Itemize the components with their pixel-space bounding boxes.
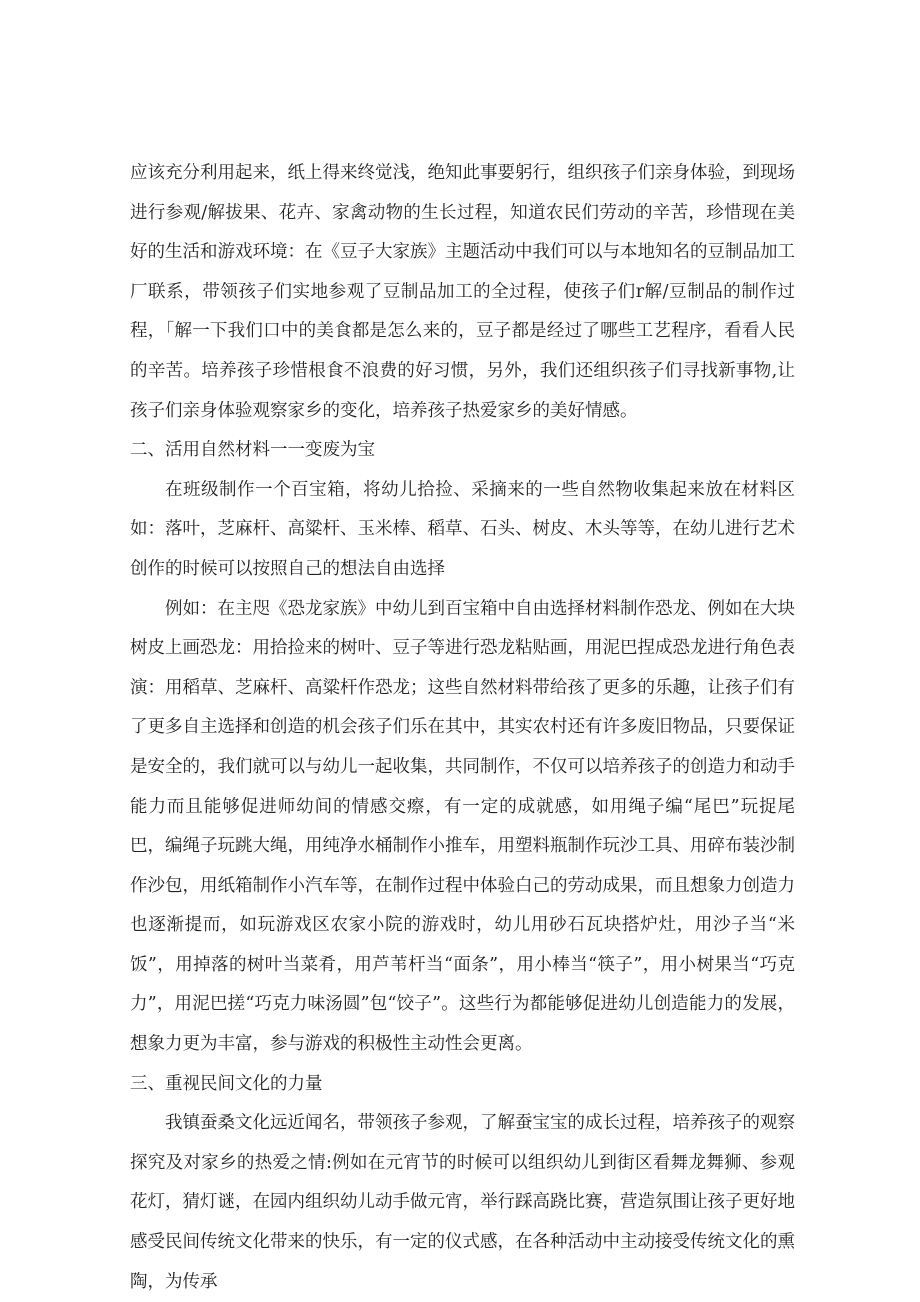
paragraph-dinosaur-example: 例如：在主咫《恐龙家族》中幼儿到百宝箱中自由选择材料制作恐龙、例如在大块树皮上画恐龙：用拾捡来的树叶、豆子等进行恐龙粘贴画，用泥巴捏成恐龙进行角色表演：用稻草、芝麻杆、高粱杆作恐龙；这些自然材料带给孩了更多的乐趣，让孩子们有了更多自主选择和创造的机会孩子们乐在其中，其实农村还有许多废旧物品，只要保证是安全的，我们就可以与幼儿一起收集，共同制作，不仅可以培养孩子的创造力和动手能力而且能够促进师幼间的情感交瘵，有一定的成就感，如用绳子编“尾巴”玩捉尾巴，编绳子玩跳大绳，用纯净水桶制作小推车，用塑料瓶制作玩沙工具、用碎布装沙制作沙包，用纸箱制作小汽车等，在制作过程中体验白己的劳动成果，而且想象力创造力也逐渐提而，如玩游戏区农家小院的游戏时，幼儿用砂石瓦块搭炉灶，用沙子当“米饭”，用掉落的树叶当菜肴，用芦苇杆当“面条”，用小棒当“筷子”，用小树果当“巧克力”，用泥巴搓“巧克力味汤圆”包“饺子”。这些行为都能够促进幼儿创造能力的发展，想象力更为丰富，参与游戏的积极性主动性会更离。 [130,598,795,1055]
document-page [130,154,795,1302]
section-heading-3: 三、重视民间文化的力量 [130,1073,323,1094]
section-heading-2: 二、活用自然材料一一变废为宝 [130,440,375,461]
paragraph-folk-culture: 我镇蚕桑文化远近闻名，带领孩子参观，了解蚕宝宝的成长过程，培养孩子的观察探究及对家乡的热爱之情:例如在元宵节的时候可以组织幼儿到街区看舞龙舞狮、参观花灯，猜灯谜，在园内组织幼儿动手做元宵，举行踩高跷比赛，营造氛围让孩子更好地感受民间传统文化带来的快乐，有一定的仪式感，在各种活动中主动接受传统文化的熏陶，为传承 [130,1113,795,1292]
paragraph-treasure-box: 在班级制作一个百宝箱，将幼儿拾捡、采摘来的一些自然物收集起来放在材料区如：落叶，芝麻杆、高粱杆、玉米棒、稻草、石头、树皮、木头等等，在幼儿进行艺术创作的时候可以按照自己的想法自由选择 [130,479,795,579]
paragraph-intro-continued: 应该充分利用起来，纸上得来终觉浅，绝知此事要躬行，组织孩子们亲身体验，到现场进行参观/解拔果、花卉、家禽动物的生长过程，知道农民们劳动的辛苦，珍惜现在美好的生活和游戏环境：在《豆子大家族》主题活动中我们可以与本地知名的豆制品加工厂联系，带领孩子们实地参观了豆制品加工的全过程，使孩子们r解/豆制品的制作过程，「解一下我们口中的美食都是怎么来的，豆子都是经过了哪些工艺程序，看看人民的辛苦。培养孩子珍惜根食不浪费的好习惯，另外，我们还组织孩子们寻找新事物,让孩子们亲身体验观察家乡的变化，培养孩子热爱家乡的美好情感。 [130,163,795,421]
